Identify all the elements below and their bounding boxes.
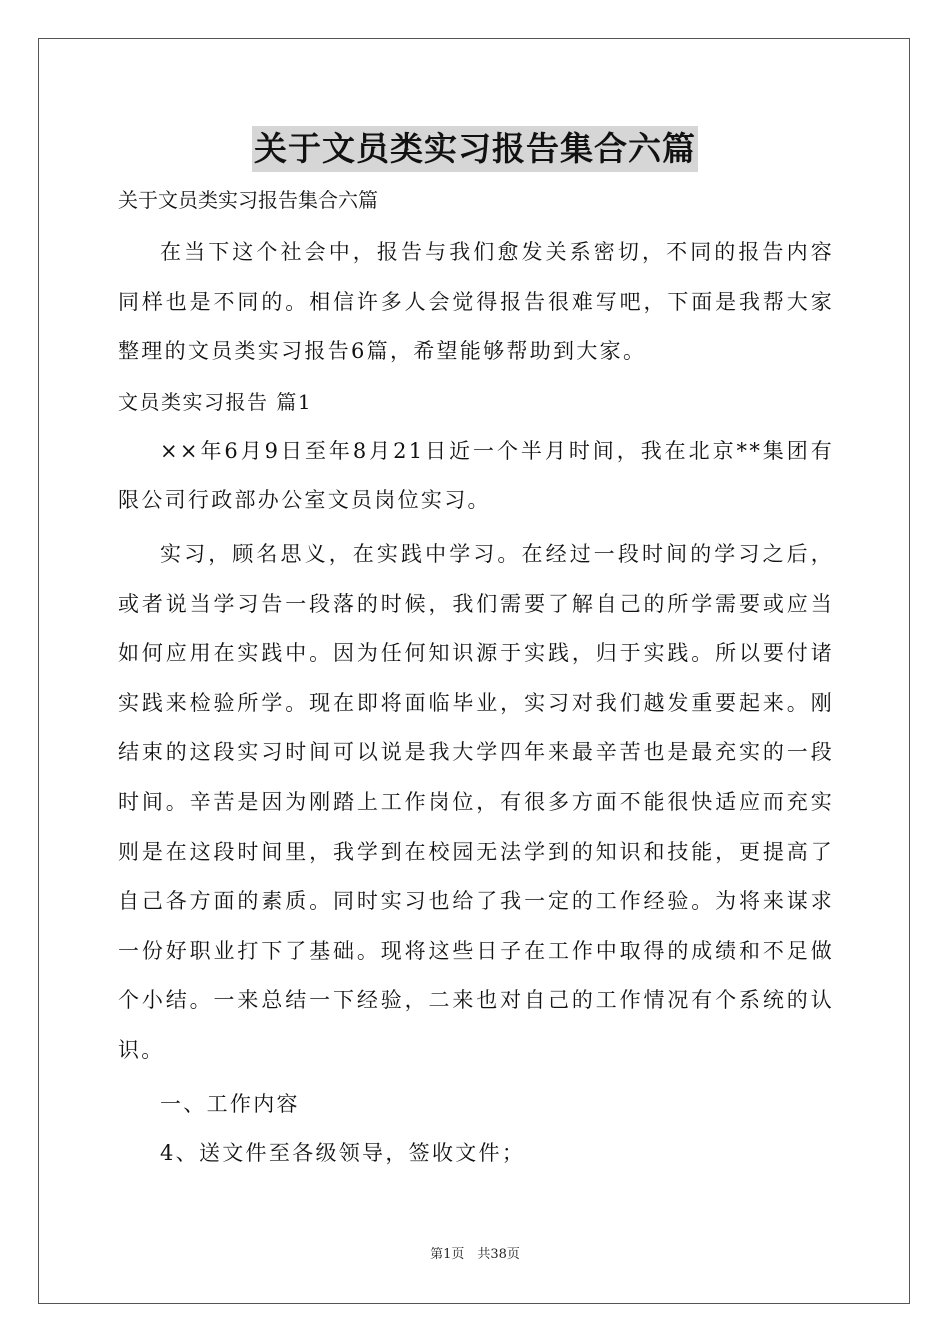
section-heading: 文员类实习报告 篇1 bbox=[118, 389, 313, 414]
title-area bbox=[0, 126, 950, 172]
work-content-heading: 一、工作内容 bbox=[160, 1091, 300, 1116]
document-body bbox=[118, 180, 834, 1179]
document-title: 关于文员类实习报告集合六篇 bbox=[252, 126, 698, 172]
page-footer: 第1页 共38页 bbox=[430, 1247, 520, 1262]
section-paragraph-1: ××年6月9日至年8月21日近一个半月时间，我在北京**集团有限公司行政部办公室文员岗位实习。 bbox=[118, 438, 834, 513]
work-item-4: 4、送文件至各级领导，签收文件； bbox=[160, 1141, 526, 1166]
section-paragraph-2: 实习，顾名思义，在实践中学习。在经过一段时间的学习之后，或者说当学习告一段落的时候，我们需要了解自己的所学需要或应当如何应用在实践中。因为任何知识源于实践，归于实践。所以要付诸实践来检验所学。现在即将面临毕业，实习对我们越发重要起来。刚结束的这段实习时间可以说是我大学四年来最辛苦也是最充实的一段时间。辛苦是因为刚踏上工作岗位，有很多方面不能很快适应而充实则是在这段时间里，我学到在校园无法学到的知识和技能，更提高了自己各方面的素质。同时实习也给了我一定的工作经验。为将来谋求一份好职业打下了基础。现将这些日子在工作中取得的成绩和不足做个小结。一来总结一下经验，二来也对自己的工作情况有个系统的认识。 bbox=[118, 541, 834, 1062]
intro-paragraph: 在当下这个社会中，报告与我们愈发关系密切，不同的报告内容同样也是不同的。相信许多人会觉得报告很难写吧，下面是我帮大家整理的文员类实习报告6篇，希望能够帮助到大家。 bbox=[118, 240, 834, 364]
document-subtitle: 关于文员类实习报告集合六篇 bbox=[118, 188, 378, 212]
